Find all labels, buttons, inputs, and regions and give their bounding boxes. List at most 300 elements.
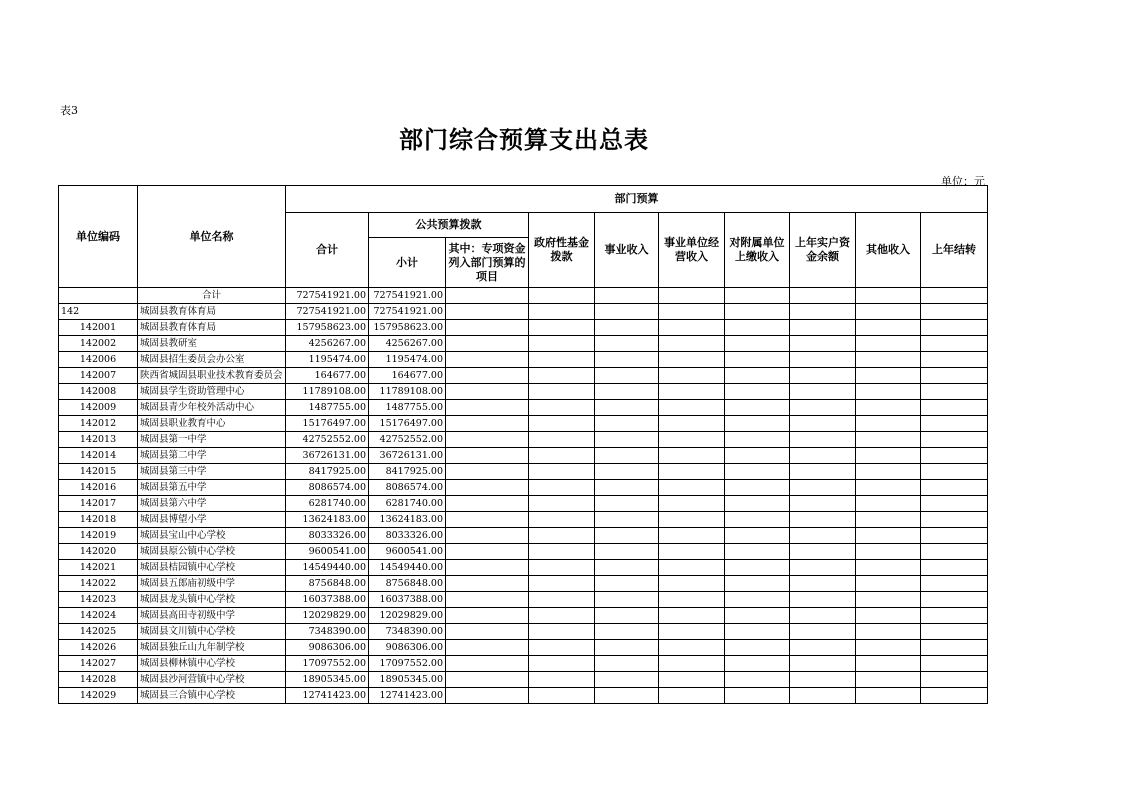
cell-name: 城固县原公镇中心学校 — [138, 544, 286, 560]
cell-code: 142012 — [59, 416, 138, 432]
cell-empty — [790, 576, 856, 592]
cell-total: 13624183.00 — [286, 512, 369, 528]
cell-empty — [529, 688, 595, 704]
cell-empty — [659, 368, 725, 384]
cell-empty — [790, 320, 856, 336]
cell-empty — [856, 480, 921, 496]
header-total: 合计 — [286, 213, 369, 288]
cell-name: 城固县学生资助管理中心 — [138, 384, 286, 400]
cell-total: 7348390.00 — [286, 624, 369, 640]
cell-name: 城固县高田寺初级中学 — [138, 608, 286, 624]
cell-empty — [725, 560, 790, 576]
cell-empty — [856, 400, 921, 416]
cell-empty — [725, 288, 790, 304]
cell-empty — [921, 480, 988, 496]
cell-code: 142008 — [59, 384, 138, 400]
cell-total: 17097552.00 — [286, 656, 369, 672]
cell-empty — [921, 432, 988, 448]
table-row — [59, 496, 988, 512]
cell-empty — [595, 304, 659, 320]
cell-total: 8417925.00 — [286, 464, 369, 480]
cell-empty — [921, 384, 988, 400]
cell-empty — [725, 528, 790, 544]
cell-empty — [446, 432, 529, 448]
cell-empty — [659, 624, 725, 640]
cell-empty — [446, 592, 529, 608]
cell-empty — [856, 576, 921, 592]
cell-empty — [446, 336, 529, 352]
cell-empty — [659, 512, 725, 528]
cell-name: 城固县教育体育局 — [138, 320, 286, 336]
cell-code: 142016 — [59, 480, 138, 496]
cell-empty — [921, 688, 988, 704]
cell-empty — [595, 528, 659, 544]
cell-empty — [725, 384, 790, 400]
cell-empty — [595, 368, 659, 384]
cell-empty — [921, 496, 988, 512]
cell-empty — [529, 384, 595, 400]
cell-empty — [529, 608, 595, 624]
cell-subtotal: 157958623.00 — [369, 320, 446, 336]
cell-empty — [725, 320, 790, 336]
cell-empty — [921, 400, 988, 416]
cell-subtotal: 8033326.00 — [369, 528, 446, 544]
cell-name: 城固县青少年校外活动中心 — [138, 400, 286, 416]
cell-empty — [921, 288, 988, 304]
cell-empty — [595, 560, 659, 576]
table-row — [59, 576, 988, 592]
cell-code: 142021 — [59, 560, 138, 576]
cell-subtotal: 15176497.00 — [369, 416, 446, 432]
cell-empty — [790, 624, 856, 640]
cell-empty — [856, 464, 921, 480]
header-affiliated: 对附属单位上缴收入 — [725, 213, 790, 288]
cell-subtotal: 9086306.00 — [369, 640, 446, 656]
cell-empty — [446, 656, 529, 672]
cell-empty — [921, 368, 988, 384]
cell-total: 6281740.00 — [286, 496, 369, 512]
cell-subtotal: 14549440.00 — [369, 560, 446, 576]
cell-empty — [446, 304, 529, 320]
cell-name: 城固县博望小学 — [138, 512, 286, 528]
cell-empty — [529, 576, 595, 592]
cell-empty — [790, 464, 856, 480]
cell-subtotal: 8086574.00 — [369, 480, 446, 496]
cell-empty — [529, 304, 595, 320]
cell-empty — [595, 288, 659, 304]
table-row — [59, 336, 988, 352]
table-row — [59, 512, 988, 528]
cell-empty — [921, 304, 988, 320]
cell-empty — [790, 608, 856, 624]
cell-subtotal: 11789108.00 — [369, 384, 446, 400]
table-row — [59, 464, 988, 480]
cell-name: 城固县宝山中心学校 — [138, 528, 286, 544]
cell-subtotal: 12741423.00 — [369, 688, 446, 704]
cell-empty — [856, 688, 921, 704]
cell-code: 142013 — [59, 432, 138, 448]
cell-code: 142020 — [59, 544, 138, 560]
cell-name: 城固县文川镇中心学校 — [138, 624, 286, 640]
cell-empty — [790, 512, 856, 528]
cell-subtotal: 1195474.00 — [369, 352, 446, 368]
cell-total: 1195474.00 — [286, 352, 369, 368]
cell-code: 142009 — [59, 400, 138, 416]
cell-empty — [529, 624, 595, 640]
cell-empty — [921, 576, 988, 592]
cell-total: 4256267.00 — [286, 336, 369, 352]
cell-empty — [595, 464, 659, 480]
cell-total: 36726131.00 — [286, 448, 369, 464]
cell-empty — [790, 480, 856, 496]
cell-empty — [921, 656, 988, 672]
cell-empty — [659, 336, 725, 352]
cell-empty — [921, 512, 988, 528]
cell-empty — [529, 352, 595, 368]
cell-empty — [659, 544, 725, 560]
cell-code: 142026 — [59, 640, 138, 656]
cell-code: 142014 — [59, 448, 138, 464]
cell-empty — [856, 592, 921, 608]
cell-total: 157958623.00 — [286, 320, 369, 336]
cell-total: 1487755.00 — [286, 400, 369, 416]
cell-empty — [529, 592, 595, 608]
cell-total: 14549440.00 — [286, 560, 369, 576]
cell-empty — [529, 640, 595, 656]
table-row — [59, 400, 988, 416]
cell-empty — [659, 608, 725, 624]
cell-empty — [446, 560, 529, 576]
cell-name: 城固县龙头镇中心学校 — [138, 592, 286, 608]
budget-table — [58, 185, 988, 704]
cell-empty — [856, 496, 921, 512]
cell-name: 陕西省城固县职业技术教育委员会 — [138, 368, 286, 384]
cell-empty — [446, 352, 529, 368]
cell-empty — [446, 480, 529, 496]
cell-empty — [856, 352, 921, 368]
cell-empty — [725, 448, 790, 464]
cell-empty — [446, 672, 529, 688]
cell-empty — [529, 432, 595, 448]
cell-name: 城固县职业教育中心 — [138, 416, 286, 432]
cell-total: 11789108.00 — [286, 384, 369, 400]
cell-empty — [856, 640, 921, 656]
table-row — [59, 320, 988, 336]
cell-empty — [446, 400, 529, 416]
cell-name: 城固县柳林镇中心学校 — [138, 656, 286, 672]
cell-empty — [446, 640, 529, 656]
cell-empty — [529, 512, 595, 528]
table-row — [59, 304, 988, 320]
table-row — [59, 624, 988, 640]
cell-total: 8756848.00 — [286, 576, 369, 592]
cell-empty — [921, 608, 988, 624]
cell-empty — [659, 560, 725, 576]
cell-name: 城固县第三中学 — [138, 464, 286, 480]
cell-subtotal: 42752552.00 — [369, 432, 446, 448]
cell-empty — [595, 512, 659, 528]
cell-empty — [529, 400, 595, 416]
cell-empty — [921, 528, 988, 544]
cell-empty — [856, 608, 921, 624]
cell-empty — [529, 368, 595, 384]
cell-empty — [856, 528, 921, 544]
cell-empty — [595, 640, 659, 656]
cell-empty — [921, 624, 988, 640]
cell-name: 城固县第六中学 — [138, 496, 286, 512]
cell-empty — [659, 464, 725, 480]
cell-empty — [725, 624, 790, 640]
cell-total: 18905345.00 — [286, 672, 369, 688]
table-row — [59, 480, 988, 496]
cell-empty — [790, 368, 856, 384]
cell-code — [59, 288, 138, 304]
header-prev-balance: 上年实户资金余额 — [790, 213, 856, 288]
cell-empty — [790, 640, 856, 656]
cell-code: 142001 — [59, 320, 138, 336]
cell-empty — [921, 592, 988, 608]
cell-empty — [856, 560, 921, 576]
cell-code: 142027 — [59, 656, 138, 672]
cell-empty — [921, 560, 988, 576]
cell-empty — [725, 432, 790, 448]
cell-empty — [659, 656, 725, 672]
cell-empty — [595, 448, 659, 464]
cell-empty — [529, 480, 595, 496]
cell-empty — [856, 656, 921, 672]
table-row — [59, 688, 988, 704]
table-row — [59, 288, 988, 304]
cell-empty — [529, 288, 595, 304]
cell-total: 42752552.00 — [286, 432, 369, 448]
unit-label: 单位：元 — [941, 175, 985, 188]
cell-empty — [725, 576, 790, 592]
cell-empty — [725, 688, 790, 704]
cell-empty — [856, 336, 921, 352]
cell-empty — [659, 496, 725, 512]
cell-empty — [595, 480, 659, 496]
cell-code: 142022 — [59, 576, 138, 592]
header-other-income: 其他收入 — [856, 213, 921, 288]
header-subtotal: 小计 — [369, 238, 446, 288]
cell-subtotal: 8417925.00 — [369, 464, 446, 480]
cell-empty — [790, 416, 856, 432]
cell-empty — [446, 624, 529, 640]
cell-empty — [446, 512, 529, 528]
cell-empty — [790, 288, 856, 304]
cell-empty — [659, 640, 725, 656]
cell-empty — [856, 368, 921, 384]
cell-code: 142006 — [59, 352, 138, 368]
cell-empty — [529, 560, 595, 576]
cell-subtotal: 8756848.00 — [369, 576, 446, 592]
header-code: 单位编码 — [59, 186, 138, 288]
cell-empty — [529, 320, 595, 336]
cell-empty — [529, 528, 595, 544]
cell-total: 9600541.00 — [286, 544, 369, 560]
cell-name: 城固县第一中学 — [138, 432, 286, 448]
cell-empty — [790, 656, 856, 672]
cell-empty — [659, 592, 725, 608]
cell-empty — [725, 656, 790, 672]
table-row — [59, 528, 988, 544]
cell-empty — [790, 560, 856, 576]
cell-total: 727541921.00 — [286, 304, 369, 320]
cell-empty — [790, 528, 856, 544]
cell-empty — [856, 624, 921, 640]
cell-code: 142025 — [59, 624, 138, 640]
cell-empty — [659, 528, 725, 544]
cell-empty — [595, 496, 659, 512]
cell-name: 城固县独丘山九年制学校 — [138, 640, 286, 656]
header-gov-fund: 政府性基金拨款 — [529, 213, 595, 288]
cell-empty — [725, 368, 790, 384]
cell-empty — [921, 352, 988, 368]
cell-empty — [725, 608, 790, 624]
cell-empty — [856, 416, 921, 432]
cell-empty — [659, 416, 725, 432]
cell-total: 727541921.00 — [286, 288, 369, 304]
cell-empty — [446, 528, 529, 544]
cell-empty — [725, 416, 790, 432]
cell-empty — [790, 400, 856, 416]
cell-empty — [725, 304, 790, 320]
cell-subtotal: 164677.00 — [369, 368, 446, 384]
page-title: 部门综合预算支出总表 — [399, 126, 649, 154]
cell-empty — [921, 416, 988, 432]
cell-empty — [446, 320, 529, 336]
cell-empty — [529, 496, 595, 512]
header-special: 其中：专项资金列入部门预算的项目 — [446, 238, 529, 288]
table-row — [59, 432, 988, 448]
cell-empty — [790, 448, 856, 464]
cell-code: 142015 — [59, 464, 138, 480]
cell-empty — [529, 336, 595, 352]
cell-empty — [659, 400, 725, 416]
cell-empty — [856, 512, 921, 528]
cell-name: 城固县五郎庙初级中学 — [138, 576, 286, 592]
cell-subtotal: 727541921.00 — [369, 304, 446, 320]
cell-empty — [529, 656, 595, 672]
table-row — [59, 416, 988, 432]
cell-subtotal: 4256267.00 — [369, 336, 446, 352]
cell-code: 142028 — [59, 672, 138, 688]
sheet-tag: 表3 — [60, 104, 78, 117]
table-row — [59, 608, 988, 624]
cell-subtotal: 17097552.00 — [369, 656, 446, 672]
cell-empty — [446, 384, 529, 400]
cell-empty — [529, 464, 595, 480]
cell-empty — [595, 336, 659, 352]
cell-empty — [595, 576, 659, 592]
cell-empty — [725, 544, 790, 560]
table-body — [59, 288, 988, 704]
cell-subtotal: 7348390.00 — [369, 624, 446, 640]
cell-empty — [659, 672, 725, 688]
cell-subtotal: 727541921.00 — [369, 288, 446, 304]
cell-empty — [921, 448, 988, 464]
cell-empty — [921, 464, 988, 480]
cell-empty — [725, 640, 790, 656]
cell-empty — [595, 656, 659, 672]
cell-code: 142002 — [59, 336, 138, 352]
cell-empty — [856, 288, 921, 304]
cell-empty — [446, 288, 529, 304]
cell-name: 城固县第二中学 — [138, 448, 286, 464]
cell-empty — [790, 592, 856, 608]
cell-empty — [921, 640, 988, 656]
table-row — [59, 656, 988, 672]
cell-name: 城固县桔园镇中心学校 — [138, 560, 286, 576]
cell-empty — [856, 544, 921, 560]
cell-subtotal: 6281740.00 — [369, 496, 446, 512]
cell-empty — [446, 416, 529, 432]
cell-empty — [595, 320, 659, 336]
cell-total: 8033326.00 — [286, 528, 369, 544]
cell-empty — [725, 512, 790, 528]
cell-subtotal: 12029829.00 — [369, 608, 446, 624]
header-business-operation: 事业单位经营收入 — [659, 213, 725, 288]
cell-total: 12029829.00 — [286, 608, 369, 624]
cell-empty — [446, 368, 529, 384]
cell-empty — [595, 592, 659, 608]
cell-empty — [725, 352, 790, 368]
cell-code: 142007 — [59, 368, 138, 384]
cell-empty — [790, 384, 856, 400]
cell-empty — [725, 464, 790, 480]
cell-total: 16037388.00 — [286, 592, 369, 608]
cell-name: 合计 — [138, 288, 286, 304]
cell-empty — [446, 544, 529, 560]
cell-empty — [856, 448, 921, 464]
cell-name: 城固县教育体育局 — [138, 304, 286, 320]
cell-empty — [725, 336, 790, 352]
table-row — [59, 544, 988, 560]
cell-empty — [446, 576, 529, 592]
cell-empty — [725, 592, 790, 608]
cell-subtotal: 1487755.00 — [369, 400, 446, 416]
cell-code: 142023 — [59, 592, 138, 608]
cell-empty — [790, 336, 856, 352]
header-public-budget: 公共预算拨款 — [369, 213, 529, 238]
table-row — [59, 672, 988, 688]
table-row — [59, 352, 988, 368]
cell-name: 城固县沙河营镇中心学校 — [138, 672, 286, 688]
cell-subtotal: 9600541.00 — [369, 544, 446, 560]
cell-empty — [659, 288, 725, 304]
table-row — [59, 592, 988, 608]
cell-empty — [659, 448, 725, 464]
cell-code: 142 — [59, 304, 138, 320]
cell-empty — [595, 400, 659, 416]
cell-total: 164677.00 — [286, 368, 369, 384]
cell-empty — [790, 496, 856, 512]
cell-empty — [446, 448, 529, 464]
cell-code: 142017 — [59, 496, 138, 512]
table-row — [59, 448, 988, 464]
cell-empty — [790, 672, 856, 688]
header-dept-budget: 部门预算 — [286, 186, 988, 213]
cell-empty — [595, 624, 659, 640]
cell-empty — [725, 480, 790, 496]
cell-empty — [595, 544, 659, 560]
cell-empty — [659, 688, 725, 704]
cell-empty — [595, 384, 659, 400]
table-row — [59, 560, 988, 576]
cell-empty — [446, 464, 529, 480]
cell-empty — [856, 672, 921, 688]
cell-empty — [790, 688, 856, 704]
